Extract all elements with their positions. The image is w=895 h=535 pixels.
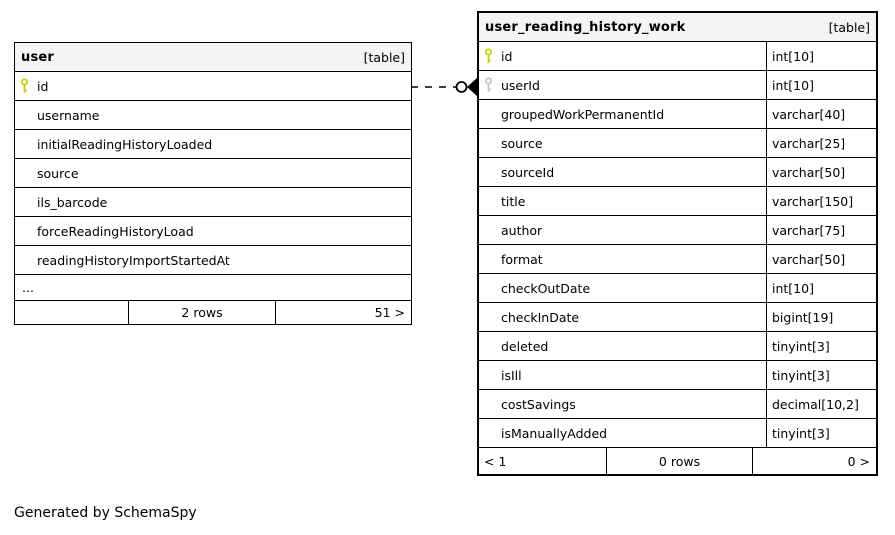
generated-by-caption: Generated by SchemaSpy — [14, 505, 197, 521]
column-name: ils_barcode — [37, 194, 108, 210]
column-name: readingHistoryImportStartedAt — [37, 252, 230, 268]
table-header-user[interactable] — [15, 43, 411, 72]
foreign-key-icon — [484, 77, 501, 93]
zero-or-one-circle — [457, 82, 467, 92]
column-name: isManuallyAdded — [501, 425, 608, 441]
column-type: int[10] — [766, 42, 876, 70]
column-row — [479, 129, 876, 158]
column-name: costSavings — [501, 396, 576, 412]
related-count: 51 > — [275, 301, 411, 324]
column-type: varchar[40] — [766, 100, 876, 128]
column-name: username — [37, 107, 100, 123]
column-type: tinyint[3] — [766, 332, 876, 360]
column-name: deleted — [501, 338, 549, 354]
column-row — [15, 246, 411, 275]
column-name: format — [501, 251, 543, 267]
column-name: checkInDate — [501, 309, 580, 325]
many-arrowhead — [467, 78, 477, 96]
table-type-badge: [table] — [828, 19, 870, 35]
column-row — [15, 217, 411, 246]
column-type: tinyint[3] — [766, 361, 876, 389]
column-row — [479, 187, 876, 216]
column-type: tinyint[3] — [766, 419, 876, 447]
column-name: title — [501, 193, 526, 209]
page-indicator: < 1 — [484, 453, 507, 469]
primary-key-icon — [484, 48, 501, 64]
table-name: user_reading_history_work — [485, 19, 686, 35]
column-name: id — [501, 48, 513, 64]
column-type: varchar[50] — [766, 158, 876, 186]
column-name: checkOutDate — [501, 280, 591, 296]
column-row — [479, 303, 876, 332]
column-name: groupedWorkPermanentId — [501, 106, 665, 122]
column-row — [479, 100, 876, 129]
relationship-connector — [411, 75, 477, 99]
column-type: bigint[19] — [766, 303, 876, 331]
column-row — [15, 72, 411, 101]
column-row — [479, 42, 876, 71]
column-type: decimal[10,2] — [766, 390, 876, 418]
column-name: sourceId — [501, 164, 555, 180]
column-name: isIll — [501, 367, 522, 383]
column-name: forceReadingHistoryLoad — [37, 223, 194, 239]
column-name: id — [37, 78, 49, 94]
entity-table-user-reading-history-work — [477, 11, 878, 476]
column-row — [15, 101, 411, 130]
column-row — [15, 159, 411, 188]
row-count: 0 rows — [606, 448, 752, 474]
column-type: varchar[50] — [766, 245, 876, 273]
table-footer — [15, 301, 411, 324]
column-row — [479, 419, 876, 448]
column-row — [479, 71, 876, 100]
column-row — [479, 158, 876, 187]
column-type: int[10] — [766, 71, 876, 99]
column-row — [479, 390, 876, 419]
column-row — [479, 216, 876, 245]
table-type-badge: [table] — [363, 49, 405, 65]
column-name: source — [501, 135, 543, 151]
footer-left — [15, 301, 128, 324]
column-name: author — [501, 222, 543, 238]
column-row — [15, 130, 411, 159]
table-name: user — [21, 49, 55, 65]
table-header-user-reading-history-work[interactable] — [479, 13, 876, 42]
column-type: varchar[25] — [766, 129, 876, 157]
column-name: initialReadingHistoryLoaded — [37, 136, 213, 152]
column-type: varchar[75] — [766, 216, 876, 244]
column-row — [479, 361, 876, 390]
row-count: 2 rows — [128, 301, 275, 324]
column-row — [479, 274, 876, 303]
related-count: 0 > — [752, 448, 876, 474]
column-row — [15, 188, 411, 217]
table-footer — [479, 448, 876, 474]
entity-table-user — [14, 42, 412, 325]
column-name: userId — [501, 77, 540, 93]
column-name: source — [37, 165, 79, 181]
column-row — [479, 245, 876, 274]
column-row — [479, 332, 876, 361]
column-type: varchar[150] — [766, 187, 876, 215]
more-columns-indicator: ... — [15, 275, 411, 301]
column-type: int[10] — [766, 274, 876, 302]
primary-key-icon — [20, 78, 37, 94]
